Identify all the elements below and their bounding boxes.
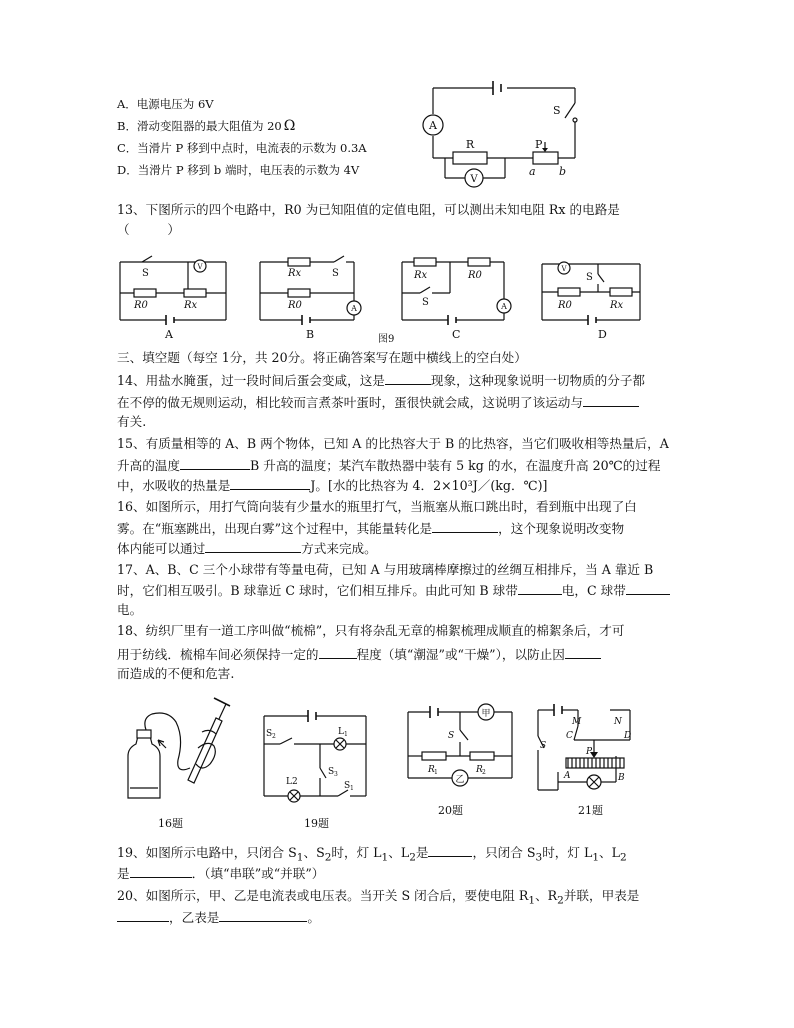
q18-line-1: 18、纺织厂里有一道工序叫做“梳棉”，只有将杂乱无章的棉絮梳理成顺直的棉絮条后，才可 bbox=[117, 623, 625, 638]
resistor-r0-icon bbox=[467, 258, 490, 281]
q14-line-2: 在不停的做无规则运动，相比较而言煮茶叶蛋时，蛋很快就会咸，这说明了该运动与 bbox=[117, 392, 639, 413]
voltmeter-icon bbox=[465, 169, 483, 187]
battery-icon bbox=[448, 315, 456, 325]
ammeter-icon bbox=[347, 301, 361, 315]
slider-p-icon bbox=[585, 740, 598, 758]
svg-text:R: R bbox=[428, 765, 435, 775]
q20-line-1: 20、如图所示，甲、乙是电流表或电压表。当开关 S 闭合后，要使电阻 $R_1$、$R_2$并联，甲表是 bbox=[117, 888, 640, 907]
arrow-icon bbox=[158, 740, 166, 748]
resistance-wire-icon bbox=[566, 758, 624, 768]
svg-text:R: R bbox=[465, 138, 475, 151]
resistor-rx-icon bbox=[287, 258, 310, 279]
fig19-circuit-diagram bbox=[258, 712, 372, 802]
q17-line-2: 时，它们相互吸引。B 球靠近 C 球时，它们相互排斥。由此可知 B 球带 电，C 球带 bbox=[117, 580, 670, 601]
q16-line-3: 体内能可以通过 方式来完成。 bbox=[117, 538, 377, 559]
answer-blank[interactable] bbox=[117, 907, 169, 922]
label-d: D bbox=[624, 731, 632, 741]
q15-line-2: 升高的温度 B 升高的温度；某汽车散热器中装有 5 kg 的水，在温度升高 20℃的过程 bbox=[117, 455, 661, 476]
q15-line-3: 中，水吸收的热量是 J。[水的比热容为 4．2×10³J／(kg．℃)] bbox=[117, 475, 547, 496]
svg-text:Rx: Rx bbox=[610, 300, 624, 311]
label-a: A bbox=[564, 771, 571, 781]
switch-icon bbox=[420, 287, 430, 308]
battery-icon bbox=[308, 710, 316, 722]
q12-option-a: A．电源电压为 6V bbox=[117, 97, 214, 111]
answer-blank[interactable] bbox=[626, 580, 670, 595]
q13-letter-d: D bbox=[598, 328, 607, 341]
figure-9-label: 图9 bbox=[378, 334, 395, 345]
switch-icon bbox=[448, 730, 468, 741]
switch-s3-icon bbox=[320, 767, 338, 778]
answer-blank[interactable] bbox=[180, 455, 250, 470]
resistor-rx-icon bbox=[609, 288, 632, 311]
resistor-rx-icon bbox=[413, 258, 436, 281]
svg-text:2: 2 bbox=[272, 733, 276, 740]
svg-text:S: S bbox=[344, 781, 351, 791]
q13-letter-c: C bbox=[452, 328, 461, 341]
svg-text:V: V bbox=[197, 263, 203, 271]
fig16-caption: 16题 bbox=[158, 817, 183, 830]
meter-yi-icon bbox=[452, 770, 468, 786]
battery-icon bbox=[588, 315, 596, 325]
svg-text:A: A bbox=[429, 119, 437, 132]
battery-icon bbox=[430, 706, 438, 718]
switch-icon bbox=[142, 256, 152, 279]
q13-answer-paren: （ ） bbox=[117, 222, 180, 237]
svg-text:Rx: Rx bbox=[414, 270, 428, 281]
battery-icon bbox=[554, 704, 562, 716]
svg-text:Rx: Rx bbox=[288, 268, 302, 279]
answer-blank[interactable] bbox=[518, 580, 562, 595]
switch-icon bbox=[586, 272, 604, 283]
label-c: C bbox=[566, 731, 573, 741]
q13-circuit-c bbox=[400, 260, 510, 322]
fig21-caption: 21题 bbox=[578, 804, 603, 817]
q17-line-1: 17、A、B、C 三个小球带有等量电荷，已知 A 与用玻璃棒摩擦过的丝绸互相排斥，当 A 靠近 B bbox=[117, 562, 654, 577]
battery-icon bbox=[302, 315, 310, 325]
svg-text:P: P bbox=[586, 747, 593, 757]
q14-line-3: 有关. bbox=[117, 414, 147, 429]
meter-jia-icon bbox=[478, 704, 494, 720]
svg-text:S: S bbox=[540, 741, 547, 751]
svg-text:1: 1 bbox=[434, 769, 438, 776]
svg-text:S: S bbox=[328, 767, 335, 777]
q17-line-3: 电。 bbox=[117, 602, 143, 617]
svg-text:乙: 乙 bbox=[455, 775, 465, 785]
q14-line-1: 14、用盐水腌蛋，过一段时间后蛋会变咸，这是 现象，这种现象说明一切物质的分子都 bbox=[117, 370, 645, 391]
battery-icon bbox=[493, 81, 501, 95]
svg-text:R0: R0 bbox=[134, 300, 148, 311]
resistor-r0-icon bbox=[557, 288, 580, 311]
svg-text:S: S bbox=[422, 297, 429, 308]
q13-stem: 13、下图所示的四个电路中，R0 为已知阻值的定值电阻，可以测出未知电阻 Rx 的电路是 bbox=[117, 202, 620, 217]
answer-blank[interactable] bbox=[130, 863, 192, 878]
q13-letter-a: A bbox=[165, 328, 173, 341]
pump-icon bbox=[188, 698, 230, 783]
answer-blank[interactable] bbox=[205, 538, 301, 553]
svg-text:3: 3 bbox=[334, 771, 338, 778]
q16-line-2: 雾。在“瓶塞跳出，出现白雾”这个过程中，其能量转化是 ，这个现象说明改变物 bbox=[117, 518, 624, 539]
resistor-r0-icon bbox=[133, 289, 156, 311]
q12-circuit-diagram bbox=[415, 78, 595, 188]
switch-label: S bbox=[553, 104, 561, 117]
voltmeter-icon bbox=[558, 262, 570, 274]
switch-s2-icon bbox=[266, 729, 292, 744]
q19-line-1: 19、如图所示电路中，只闭合 $S_1$、$S_2$时，灯 $L_1$、$L_2$是 ，只闭合 $S_3$时，灯 $L_1$、$L_2$ bbox=[117, 842, 627, 868]
lamp-icon bbox=[587, 775, 601, 789]
answer-blank[interactable] bbox=[428, 842, 472, 857]
q13-circuit-d bbox=[540, 262, 650, 322]
resistor-r0-icon bbox=[287, 289, 310, 311]
svg-text:L2: L2 bbox=[286, 777, 298, 787]
battery-icon bbox=[166, 315, 174, 325]
answer-blank[interactable] bbox=[230, 475, 310, 490]
resistor-r2-icon bbox=[470, 752, 494, 776]
lamp-l1-icon bbox=[334, 727, 348, 750]
q18-line-3: 而造成的不便和危害. bbox=[117, 666, 235, 681]
q12-option-b-text: B．滑动变阻器的最大阻值为 20 bbox=[117, 119, 282, 133]
switch-icon bbox=[565, 103, 577, 122]
bottle-icon bbox=[128, 730, 160, 798]
q12-option-b bbox=[117, 116, 295, 136]
section-3-heading: 三、填空题（每空 1分，共 20分。将正确答案写在题中横线上的空白处） bbox=[117, 350, 527, 365]
svg-text:b: b bbox=[559, 165, 567, 178]
label-n: N bbox=[614, 717, 622, 727]
ohm-symbol: Ω bbox=[283, 118, 296, 134]
fig21-circuit-diagram bbox=[534, 706, 644, 800]
q15-line-1: 15、有质量相等的 A、B 两个物体，已知 A 的比热容大于 B 的比热容，当它们吸收相等热量后，A bbox=[117, 436, 669, 451]
q19-line-2: 是 ．（填“串联”或“并联”） bbox=[117, 863, 324, 884]
svg-text:S: S bbox=[586, 272, 593, 283]
label-m: M bbox=[572, 717, 582, 727]
svg-text:V: V bbox=[470, 174, 478, 185]
svg-text:S: S bbox=[142, 268, 149, 279]
svg-text:S: S bbox=[266, 729, 273, 739]
svg-text:R: R bbox=[476, 765, 483, 775]
q13-letter-b: B bbox=[306, 328, 315, 341]
q13-circuit-a bbox=[118, 260, 228, 322]
svg-text:Rx: Rx bbox=[184, 300, 198, 311]
svg-text:S: S bbox=[448, 731, 455, 741]
answer-blank[interactable] bbox=[432, 518, 498, 533]
svg-text:2: 2 bbox=[482, 769, 486, 776]
resistor-rx-icon bbox=[183, 289, 206, 311]
svg-text:R0: R0 bbox=[558, 300, 572, 311]
ammeter-icon bbox=[497, 299, 511, 313]
switch-s1-icon bbox=[338, 781, 354, 796]
answer-blank[interactable] bbox=[565, 644, 601, 659]
answer-blank[interactable] bbox=[385, 370, 431, 385]
svg-text:R0: R0 bbox=[468, 270, 482, 281]
q13-circuit-b bbox=[258, 260, 368, 322]
fig16-bottle-pump-illustration bbox=[118, 688, 236, 808]
svg-text:S: S bbox=[332, 268, 339, 279]
svg-text:A: A bbox=[501, 302, 507, 311]
fig19-caption: 19题 bbox=[304, 817, 329, 830]
resistor-r1-icon bbox=[422, 752, 446, 776]
q12-option-d: D．当滑片 P 移到 b 端时，电压表的示数为 4V bbox=[117, 163, 360, 177]
resistor-r-icon bbox=[453, 138, 487, 164]
q18-line-2: 用于纺线．梳棉车间必须保持一定的 程度（填“潮湿”或“干燥”），以防止因 bbox=[117, 644, 601, 665]
switch-icon bbox=[332, 256, 354, 279]
svg-text:V: V bbox=[561, 265, 567, 273]
answer-blank[interactable] bbox=[219, 907, 307, 922]
fig20-circuit-diagram bbox=[404, 708, 516, 800]
lamp-l2-icon bbox=[286, 777, 300, 802]
switch-icon bbox=[538, 736, 546, 751]
svg-text:P: P bbox=[535, 138, 543, 151]
label-b: B bbox=[618, 773, 625, 783]
svg-text:L: L bbox=[338, 727, 344, 737]
voltmeter-icon bbox=[194, 260, 206, 272]
svg-text:R0: R0 bbox=[288, 300, 302, 311]
svg-text:1: 1 bbox=[350, 785, 354, 792]
svg-text:a: a bbox=[529, 165, 536, 178]
q16-line-1: 16、如图所示，用打气筒向装有少量水的瓶里打气，当瓶塞从瓶口跳出时，看到瓶中出现了白 bbox=[117, 499, 637, 514]
svg-text:甲: 甲 bbox=[481, 709, 491, 719]
fig20-caption: 20题 bbox=[438, 804, 463, 817]
answer-blank[interactable] bbox=[319, 644, 357, 659]
svg-text:A: A bbox=[351, 304, 357, 313]
ammeter-icon bbox=[423, 115, 443, 135]
q12-option-c: C．当滑片 P 移到中点时，电流表的示数为 0.3A bbox=[117, 141, 367, 155]
q20-line-2: ，乙表是 。 bbox=[117, 907, 320, 928]
answer-blank[interactable] bbox=[583, 392, 639, 407]
svg-text:1: 1 bbox=[344, 731, 348, 738]
